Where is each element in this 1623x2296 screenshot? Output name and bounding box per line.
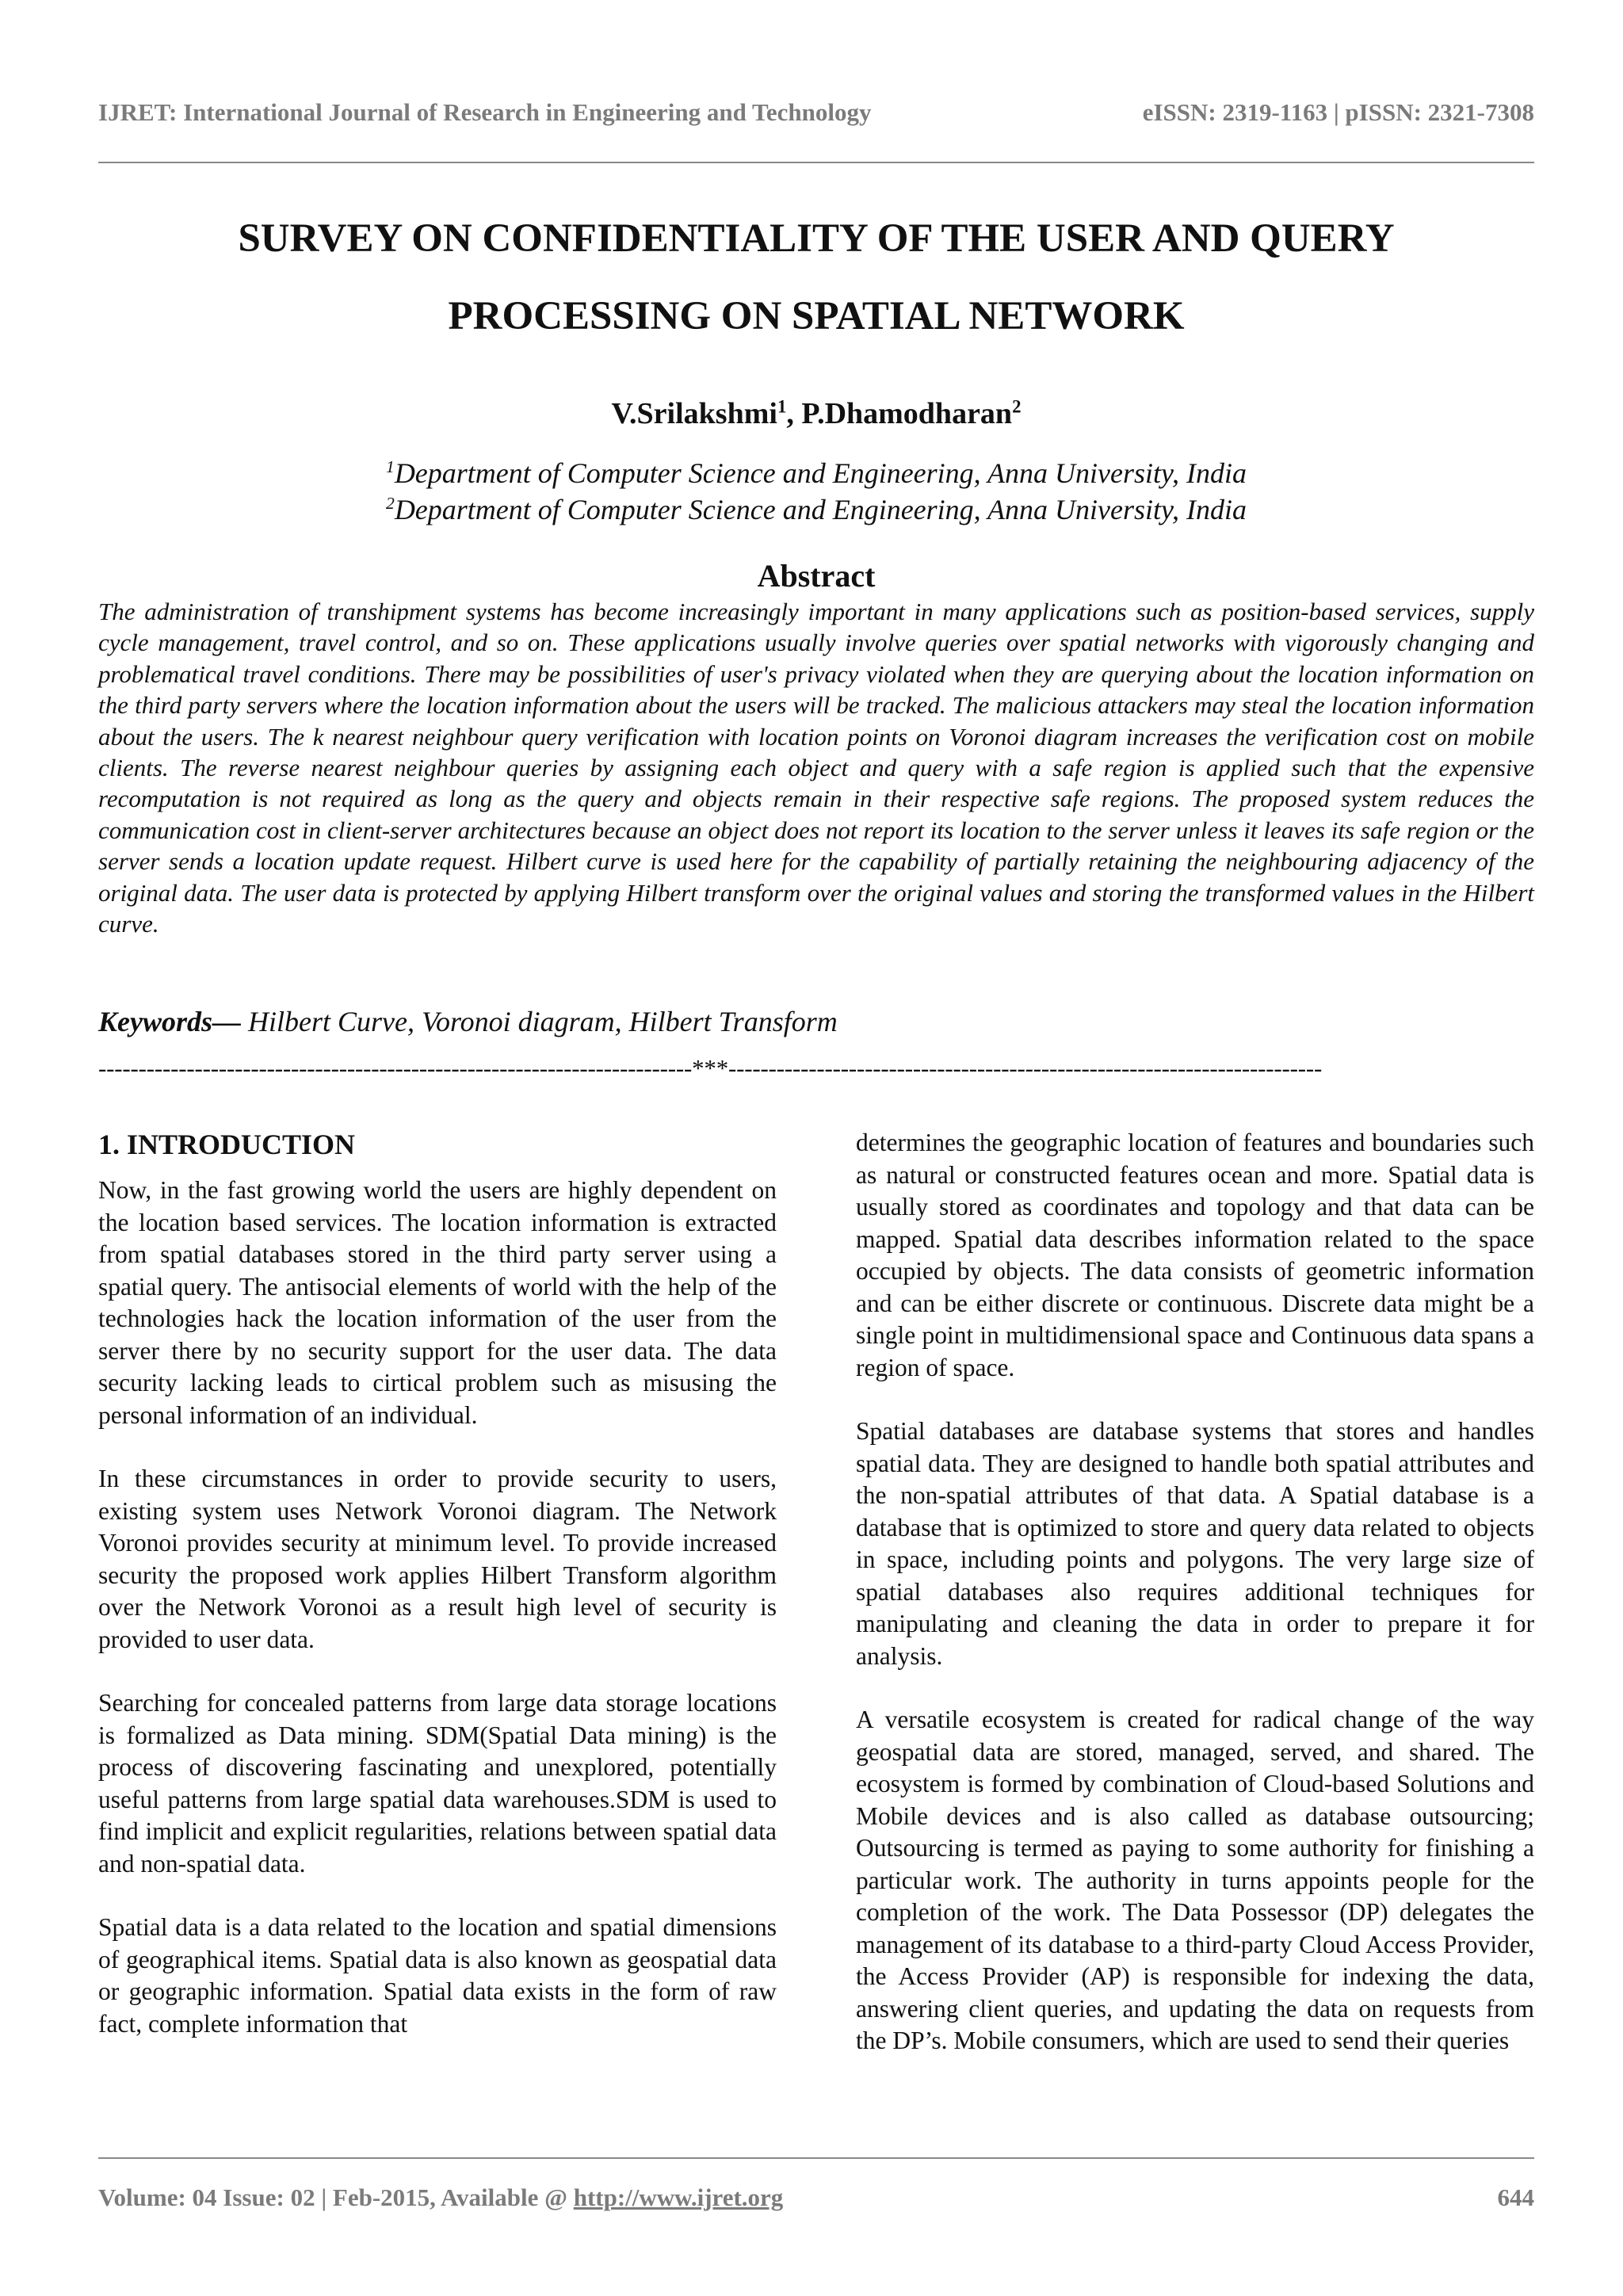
paragraph: Searching for concealed patterns from large data storage locations is formalized as Data mining. SDM(Spatial Data mining) is the process of discovering fascinating and unexplored, potentially useful patterns from large spatial data warehouses.SDM is used to find implicit and explicit regularities, relations between spatial data and non-spatial data. <box>98 1689 777 1878</box>
paragraph: Spatial databases are database systems that stores and handles spatial data. They are designed to handle both spatial attributes and the non-spatial attributes of that data. A Spatial database is a database that is optimized to store and query data related to objects in space, including points and polygons. The very large size of spatial databases also requires additional techniques for manipulating and cleaning the data in order to prepare it for analysis. <box>856 1417 1534 1670</box>
issn-info: eISSN: 2319-1163 | pISSN: 2321-7308 <box>1142 98 1534 126</box>
author-name: V.Srilakshmi <box>611 397 777 430</box>
left-column <box>98 1125 777 2072</box>
author-separator: , <box>786 397 802 430</box>
paragraph: Now, in the fast growing world the users are highly dependent on the location based services. The location information is extracted from spatial databases stored in the third party server using a spatial query. The antisocial elements of world with the help of the technologies hack the location information of the user from the server there by no security support for the user data. The data security lacking leads to cirtical problem such as misusing the personal information of an individual. <box>98 1176 777 1429</box>
page-number: 644 <box>1497 2183 1534 2211</box>
affiliation-text: Department of Computer Science and Engineering, Anna University, India <box>394 457 1247 489</box>
author-name: P.Dhamodharan <box>801 397 1013 430</box>
author-list <box>98 396 1534 431</box>
keywords-label: Keywords— <box>98 1006 241 1037</box>
abstract-heading: Abstract <box>757 558 876 594</box>
author-sup: 1 <box>777 396 787 417</box>
affiliation-sup: 2 <box>386 494 395 513</box>
affiliation-sup: 1 <box>386 457 395 476</box>
paragraph: Spatial data is a data related to the location and spatial dimensions of geographical items. Spatial data is also known as geospatial data or geographic information. Spatial data exists in the form of raw fact, complete information that <box>98 1913 777 2038</box>
paragraph: In these circumstances in order to provide security to users, existing system uses Network Voronoi diagram. The Network Voronoi provides security at minimum level. To provide increased security the proposed work applies Hilbert Transform algorithm over the Network Voronoi as a result high level of security is provided to user data. <box>98 1465 777 1653</box>
page-footer <box>98 2183 1534 2212</box>
journal-link[interactable]: http://www.ijret.org <box>573 2183 784 2211</box>
section-separator: --------------------------------------------------------------------------***-------------------------------------------------------------------------- <box>98 1054 1323 1082</box>
footer-volume <box>98 2183 783 2212</box>
abstract-text: The administration of transhipment systems has become increasingly important in many applications such as position-based services, supply cycle management, travel control, and so on. These applications usually involve queries over spatial networks with vigorously changing and problematical travel conditions. There may be possibilities of user's privacy violated when they are querying about the location information on the third party servers where the location information about the users will be tracked. The malicious attackers may steal the location information about the users. The k nearest neighbour query verification with location points on Voronoi diagram increases the verification cost on mobile clients. The reverse nearest neighbour queries by assigning each object and query with a safe region is applied such that the expensive recomputation is not required as long as the query and objects remain in their respective safe regions. The proposed system reduces the communication cost in client-server architectures because an object does not report its location to the server unless it leaves its safe region or the server sends a location update request. Hilbert curve is used here for the capability of partially retaining the neighbouring adjacency of the original data. The user data is protected by applying Hilbert transform over the original values and storing the transformed values in the Hilbert curve. <box>98 598 1534 938</box>
affiliation-2 <box>98 493 1534 526</box>
title-line-1: SURVEY ON CONFIDENTIALITY OF THE USER AND QUERY <box>238 216 1395 261</box>
affiliation-1 <box>98 457 1534 490</box>
paragraph: A versatile ecosystem is created for radical change of the way geospatial data are stored, managed, served, and shared. The ecosystem is formed by combination of Cloud-based Solutions and Mobile devices and is also called as database outsourcing; Outsourcing is termed as paying to some authority for finishing a particular work. The authority in turns appoints people for the completion of the work. The Data Possessor (DP) delegates the management of its database to a third-party Cloud Access Provider, the Access Provider (AP) is responsible for indexing the data, answering client queries, and updating the data on requests from the DP’s. Mobile consumers, which are used to send their queries <box>856 1706 1534 2054</box>
running-header <box>98 98 1534 127</box>
affiliation-text: Department of Computer Science and Engineering, Anna University, India <box>394 494 1247 525</box>
paragraph: determines the geographic location of features and boundaries such as natural or constructed features ocean and more. Spatial data is usually stored as coordinates and topology and that data can be mapped. Spatial data describes information related to the space occupied by objects. The data consists of geometric information and can be either discrete or continuous. Discrete data might be a single point in multidimensional space and Continuous data spans a region of space. <box>856 1129 1534 1381</box>
header-rule <box>98 162 1534 163</box>
title-line-2: PROCESSING ON SPATIAL NETWORK <box>448 294 1185 338</box>
author-sup: 2 <box>1012 396 1022 417</box>
paper-title <box>98 200 1534 355</box>
keywords <box>98 1005 1534 1038</box>
keywords-text: Hilbert Curve, Voronoi diagram, Hilbert Transform <box>241 1006 838 1037</box>
journal-name: IJRET: International Journal of Research in Engineering and Technology <box>98 98 872 126</box>
right-column <box>856 1127 1534 2089</box>
footer-rule <box>98 2157 1534 2159</box>
section-heading: 1. INTRODUCTION <box>98 1129 356 1160</box>
volume-info: Volume: 04 Issue: 02 | Feb-2015, Available @ <box>98 2183 574 2211</box>
